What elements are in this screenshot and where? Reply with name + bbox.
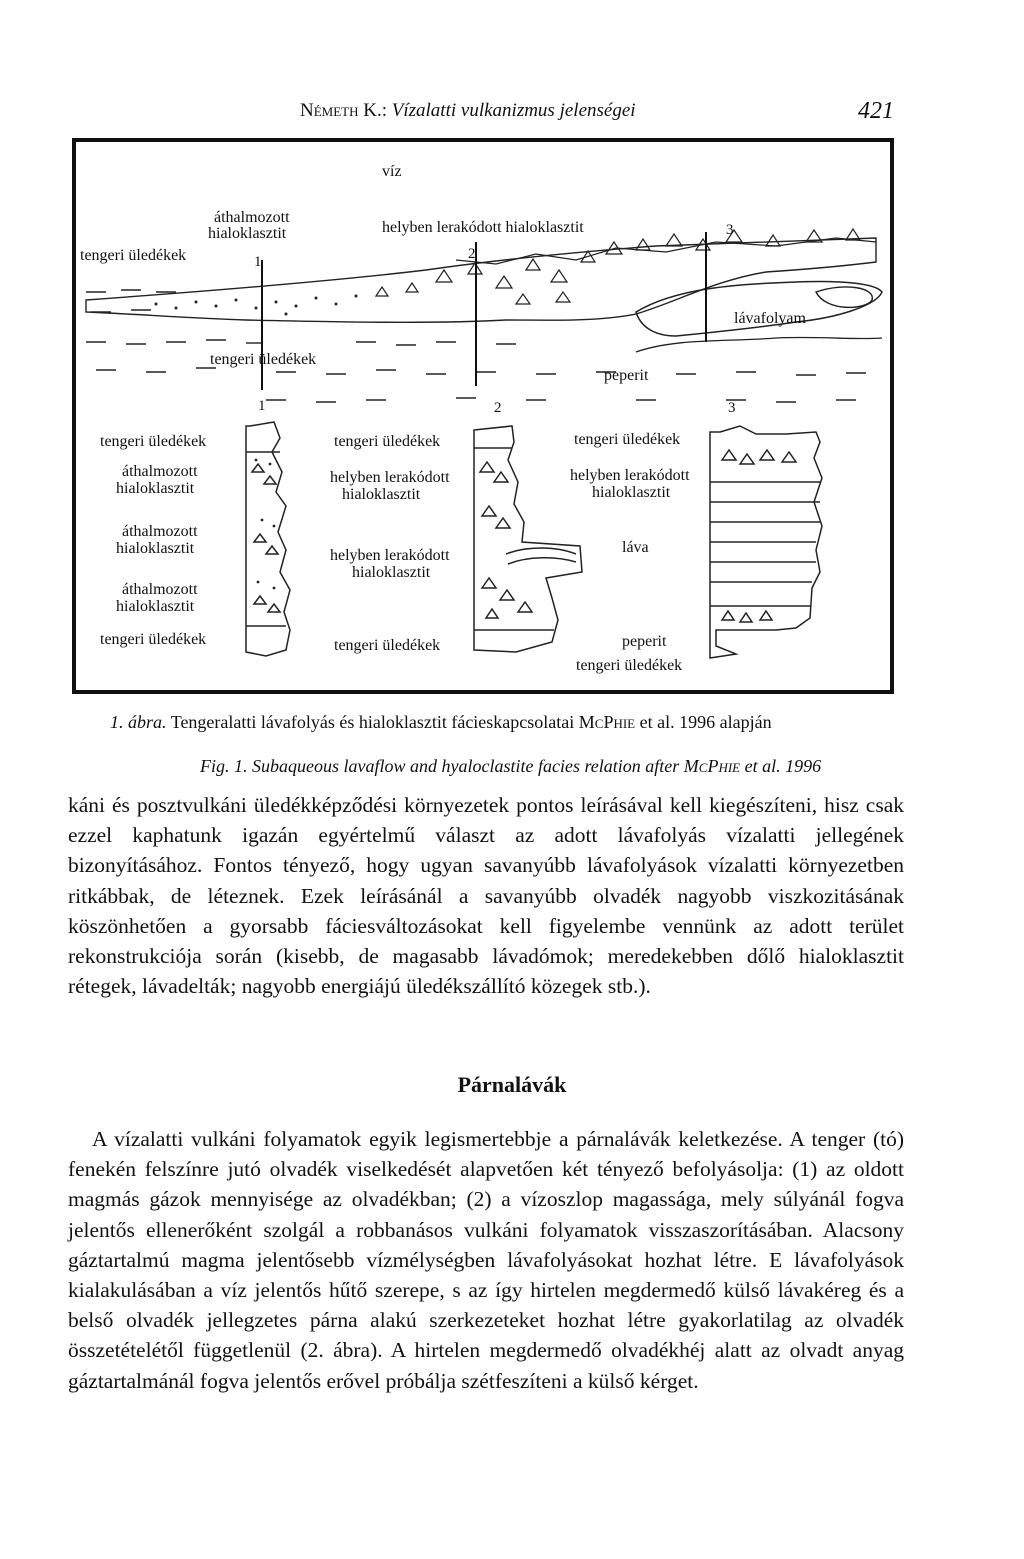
caption-en-label: Fig. 1.	[200, 756, 248, 776]
figure-1	[72, 138, 894, 694]
figure-caption-hu	[110, 712, 930, 733]
page-number: 421	[858, 98, 894, 124]
col2-label-marine-top: tengeri üledékek	[334, 433, 441, 450]
running-head-author: Németh K.:	[300, 100, 387, 121]
lava-flow-lobe	[636, 281, 882, 336]
col1-reworked-3-line2: hialoklasztit	[116, 598, 195, 615]
col2-label-in-situ-1	[330, 469, 454, 503]
col1-label-marine-bottom: tengeri üledékek	[100, 631, 207, 648]
caption-hu-text-before: Tengeralatti lávafolyás és hialoklasztit fácieskapcsolatai	[170, 712, 575, 732]
figure-1-drawing	[76, 142, 890, 690]
col3-label-in-situ	[570, 467, 694, 501]
section-heading: Párnalávák	[457, 1072, 567, 1097]
col2-label-marine-bottom: tengeri üledékek	[334, 637, 441, 654]
label-marine-sediments-top-left: tengeri üledékek	[80, 247, 187, 264]
col1-reworked-1-line2: hialoklasztit	[116, 480, 195, 497]
col2-in-situ-2-line2: hialoklasztit	[352, 564, 431, 581]
col1-reworked-3-line1: áthalmozott	[122, 581, 198, 598]
marker-2-top: 2	[468, 246, 476, 262]
caption-hu-text-after: et al. 1996 alapján	[639, 712, 772, 732]
label-reworked-top	[208, 209, 294, 242]
column-3-number: 3	[728, 400, 736, 416]
figure-caption-en	[200, 756, 1000, 777]
caption-en-text-after: et al. 1996	[744, 756, 822, 776]
marker-1-top: 1	[254, 254, 262, 270]
caption-en-text-before: Subaqueous lavaflow and hyaloclastite facies relation after	[252, 756, 680, 776]
column-3-log	[710, 426, 822, 658]
running-head-text: Vízalatti vulkanizmus jelenségei	[391, 100, 636, 121]
lava-pillow	[816, 287, 872, 307]
col3-label-lava: láva	[622, 539, 649, 556]
col3-label-marine-top: tengeri üledékek	[574, 431, 681, 448]
column-2-log	[474, 426, 582, 652]
label-reworked-line2: hialoklasztit	[208, 225, 287, 242]
peperite-zone	[636, 337, 882, 352]
running-head-title	[300, 100, 636, 122]
col1-label-reworked-3	[116, 581, 202, 615]
col3-in-situ-line1: helyben lerakódott	[570, 467, 690, 484]
col2-label-in-situ-2	[330, 547, 454, 581]
label-reworked-line1: áthalmozott	[214, 209, 290, 226]
col2-in-situ-1-line2: hialoklasztit	[342, 486, 421, 503]
col2-in-situ-1-line1: helyben lerakódott	[330, 469, 450, 486]
paragraph-1: káni és posztvulkáni üledékképződési környezetek pontos leírásával kell kiegészíteni, hisz csak ezzel kaphatunk igazán egyértelmű választ az adott lávafolyás vízalatti jellegének bizonyításához. Fontos tényező, hogy ugyan savanyúbb lávafolyások vízalatti környezetben ritkábbak, de léteznek. Ezek leírásánál a savanyúbb olvadék nagyobb viszkozitásának köszönhetően a gyorsabb fáciesváltozásokat kell figyelembe vennünk az adott terület rekonstrukciója során (kisebb, de magasabb lávadómok; meredekebben dőlő hialoklasztit rétegek, lávadelták; nagyobb energiájú üledékszállító közegek stb.).	[68, 793, 904, 999]
label-marine-sediments-mid: tengeri üledékek	[210, 351, 317, 368]
label-lava-flow: lávafolyam	[734, 310, 806, 327]
col1-reworked-2-line2: hialoklasztit	[116, 540, 195, 557]
col1-label-reworked-1	[116, 463, 202, 497]
running-head	[0, 98, 1024, 128]
sand-dots	[155, 295, 358, 316]
column-2-number: 2	[494, 400, 502, 416]
col3-in-situ-line2: hialoklasztit	[592, 484, 671, 501]
col1-label-marine-top: tengeri üledékek	[100, 433, 207, 450]
caption-hu-label: 1. ábra.	[110, 712, 167, 732]
col2-in-situ-2-line1: helyben lerakódott	[330, 547, 450, 564]
column-1-number: 1	[258, 398, 266, 414]
col3-label-peperite: peperit	[622, 633, 667, 650]
label-peperite-top: peperit	[604, 367, 649, 384]
col1-reworked-2-line1: áthalmozott	[122, 523, 198, 540]
paragraph-2: A vízalatti vulkáni folyamatok egyik legismertebbje a párnalávák keletkezése. A tenger (tó) fenekén felszínre jutó olvadék viselkedését alapvetően két tényező befolyásolja: (1) az oldott magmás gázok mennyisége az olvadékban; (2) a vízoszlop magassága, mely súlyánál fogva jelentős ellenerőként szolgál a robbanásos vulkáni folyamatok visszaszorításában. Alacsony gáztartalmú magma jelentősebb vízmélységben lávafolyásokat hozhat létre. E lávafolyások kialakulásában a víz jelentős hűtő szerepe, s az így hirtelen megdermedő külső lávakéreg és a belső olvadék jellegzetes párna alakú szerkezeteket hozhat létre gyakorlatilag az olvadék összetételétől függetlenül (2. ábra). A hirtelen megdermedő olvadékhéj alatt az olvadt anyag gáztartalmánál fogva jelentős erővel próbálja szétfeszíteni a külső kérget.	[68, 1127, 904, 1393]
label-in-situ-top: helyben lerakódott hialoklasztit	[382, 219, 584, 236]
marker-3-top: 3	[726, 222, 734, 238]
col1-label-reworked-2	[116, 523, 202, 557]
col1-reworked-1-line1: áthalmozott	[122, 463, 198, 480]
col3-label-marine-bottom: tengeri üledékek	[576, 657, 683, 674]
label-water: víz	[382, 163, 402, 180]
caption-hu-author: McPhie	[578, 712, 636, 732]
caption-en-author: McPhie	[683, 756, 741, 776]
column-1-log	[246, 422, 290, 656]
